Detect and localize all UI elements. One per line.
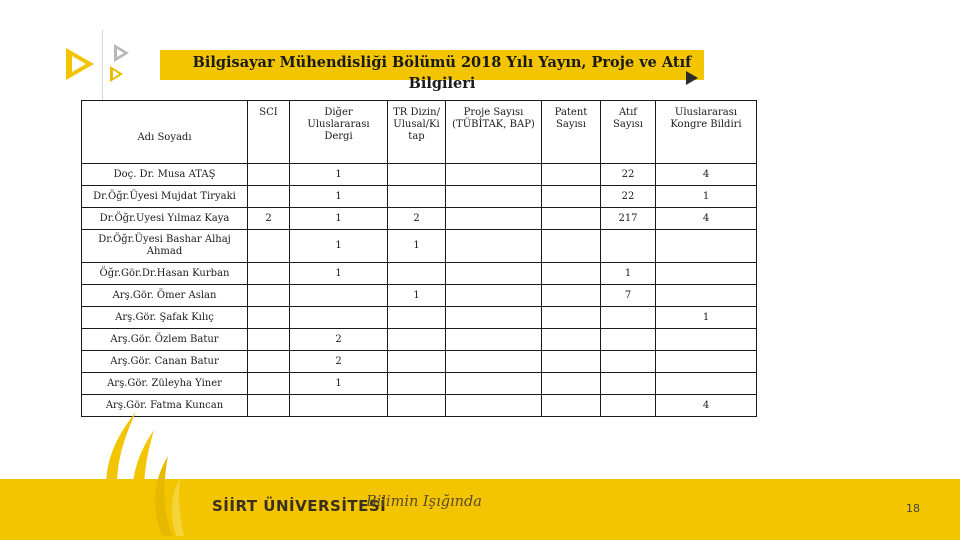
cell-patent <box>542 263 601 285</box>
cell-other-journal: 1 <box>290 208 388 230</box>
slide-title <box>150 52 734 94</box>
cell-congress <box>656 285 757 307</box>
cell-other-journal <box>290 285 388 307</box>
slide-title-line1: Bilgisayar Mühendisliği Bölümü 2018 Yılı Yayın, Proje ve Atıf <box>192 54 692 71</box>
cell-citation <box>601 307 656 329</box>
cell-other-journal: 1 <box>290 373 388 395</box>
cell-tr-index: 1 <box>388 285 446 307</box>
title-arrow-icon <box>686 71 698 85</box>
cell-project <box>446 285 542 307</box>
cell-project <box>446 373 542 395</box>
cell-patent <box>542 164 601 186</box>
cell-tr-index <box>388 351 446 373</box>
cell-project <box>446 164 542 186</box>
cell-other-journal: 2 <box>290 329 388 351</box>
cell-sci <box>248 307 290 329</box>
header-patent: Patent Sayısı <box>542 101 601 164</box>
cell-citation <box>601 373 656 395</box>
page-number: 18 <box>906 502 920 515</box>
cell-project <box>446 230 542 263</box>
table-row <box>82 208 757 230</box>
cell-sci <box>248 395 290 417</box>
cell-citation: 217 <box>601 208 656 230</box>
table-row <box>82 164 757 186</box>
cell-other-journal <box>290 395 388 417</box>
brand-slogan: Bilimin Işığında <box>366 494 482 510</box>
cell-other-journal: 2 <box>290 351 388 373</box>
cell-name: Arş.Gör. Ömer Aslan <box>82 285 248 307</box>
cell-congress: 4 <box>656 164 757 186</box>
cell-project <box>446 307 542 329</box>
header-name: Adı Soyadı <box>82 101 248 164</box>
cell-congress <box>656 263 757 285</box>
cell-citation <box>601 329 656 351</box>
cell-name: Dr.Öğr.Üyesi Mujdat Tiryaki <box>82 186 248 208</box>
cell-congress: 4 <box>656 208 757 230</box>
cell-sci <box>248 186 290 208</box>
cell-name: Arş.Gör. Özlem Batur <box>82 329 248 351</box>
cell-congress <box>656 373 757 395</box>
cell-tr-index <box>388 307 446 329</box>
table-body <box>82 164 757 417</box>
cell-name: Arş.Gör. Züleyha Yiner <box>82 373 248 395</box>
cell-sci <box>248 164 290 186</box>
cell-patent <box>542 285 601 307</box>
header-sci: SCI <box>248 101 290 164</box>
cell-other-journal: 1 <box>290 230 388 263</box>
cell-tr-index <box>388 164 446 186</box>
table-row <box>82 230 757 263</box>
cell-sci: 2 <box>248 208 290 230</box>
header-citation: Atıf Sayısı <box>601 101 656 164</box>
cell-other-journal: 1 <box>290 263 388 285</box>
cell-project <box>446 395 542 417</box>
play-arrow-inner <box>72 56 86 72</box>
cell-citation <box>601 351 656 373</box>
cell-tr-index <box>388 395 446 417</box>
cell-congress <box>656 329 757 351</box>
cell-citation: 1 <box>601 263 656 285</box>
cell-name: Dr.Öğr.Uyesi Yılmaz Kaya <box>82 208 248 230</box>
cell-citation: 22 <box>601 186 656 208</box>
cell-patent <box>542 329 601 351</box>
cell-citation: 7 <box>601 285 656 307</box>
cell-tr-index: 1 <box>388 230 446 263</box>
cell-name: Arş.Gör. Canan Batur <box>82 351 248 373</box>
table-row <box>82 186 757 208</box>
cell-citation <box>601 230 656 263</box>
cell-tr-index <box>388 329 446 351</box>
cell-other-journal: 1 <box>290 186 388 208</box>
cell-citation: 22 <box>601 164 656 186</box>
cell-tr-index: 2 <box>388 208 446 230</box>
cell-project <box>446 186 542 208</box>
cell-project <box>446 351 542 373</box>
cell-tr-index <box>388 186 446 208</box>
table-row <box>82 329 757 351</box>
cell-sci <box>248 329 290 351</box>
cell-patent <box>542 395 601 417</box>
cell-sci <box>248 373 290 395</box>
cell-other-journal <box>290 307 388 329</box>
cell-patent <box>542 373 601 395</box>
table-row <box>82 285 757 307</box>
cell-sci <box>248 230 290 263</box>
cell-name: Doç. Dr. Musa ATAŞ <box>82 164 248 186</box>
cell-sci <box>248 351 290 373</box>
header-other-journal: Diğer Uluslararası Dergi <box>290 101 388 164</box>
cell-sci <box>248 285 290 307</box>
cell-other-journal: 1 <box>290 164 388 186</box>
cell-name: Arş.Gör. Fatma Kuncan <box>82 395 248 417</box>
cell-tr-index <box>388 373 446 395</box>
decorative-divider <box>102 30 103 100</box>
cell-tr-index <box>388 263 446 285</box>
table-row <box>82 351 757 373</box>
cell-patent <box>542 208 601 230</box>
cell-project <box>446 263 542 285</box>
table-row <box>82 307 757 329</box>
cell-patent <box>542 307 601 329</box>
cell-citation <box>601 395 656 417</box>
cell-name: Dr.Öğr.Üyesi Bashar Alhaj Ahmad <box>82 230 248 263</box>
cell-patent <box>542 230 601 263</box>
slide-title-line2: Bilgileri <box>408 75 476 92</box>
header-project: Proje Sayısı (TÜBİTAK, BAP) <box>446 101 542 164</box>
cell-project <box>446 208 542 230</box>
cell-congress <box>656 351 757 373</box>
cell-congress: 1 <box>656 186 757 208</box>
cell-sci <box>248 263 290 285</box>
cell-congress: 4 <box>656 395 757 417</box>
table-row <box>82 373 757 395</box>
cell-patent <box>542 351 601 373</box>
play-arrow-small-inner <box>113 70 119 78</box>
table-row <box>82 263 757 285</box>
cell-name: Öğr.Gör.Dr.Hasan Kurban <box>82 263 248 285</box>
cell-congress: 1 <box>656 307 757 329</box>
table-header-row <box>82 101 757 164</box>
publications-table <box>81 100 757 417</box>
header-tr-index: TR Dizin/ Ulusal/Ki tap <box>388 101 446 164</box>
cell-project <box>446 329 542 351</box>
header-congress: Uluslararası Kongre Bildiri <box>656 101 757 164</box>
cell-name: Arş.Gör. Şafak Kılıç <box>82 307 248 329</box>
play-arrow-small-inner <box>117 49 124 57</box>
brand-name: SİİRT ÜNİVERSİTESİ <box>212 497 387 515</box>
cell-patent <box>542 186 601 208</box>
university-flame-logo <box>96 408 206 540</box>
cell-congress <box>656 230 757 263</box>
